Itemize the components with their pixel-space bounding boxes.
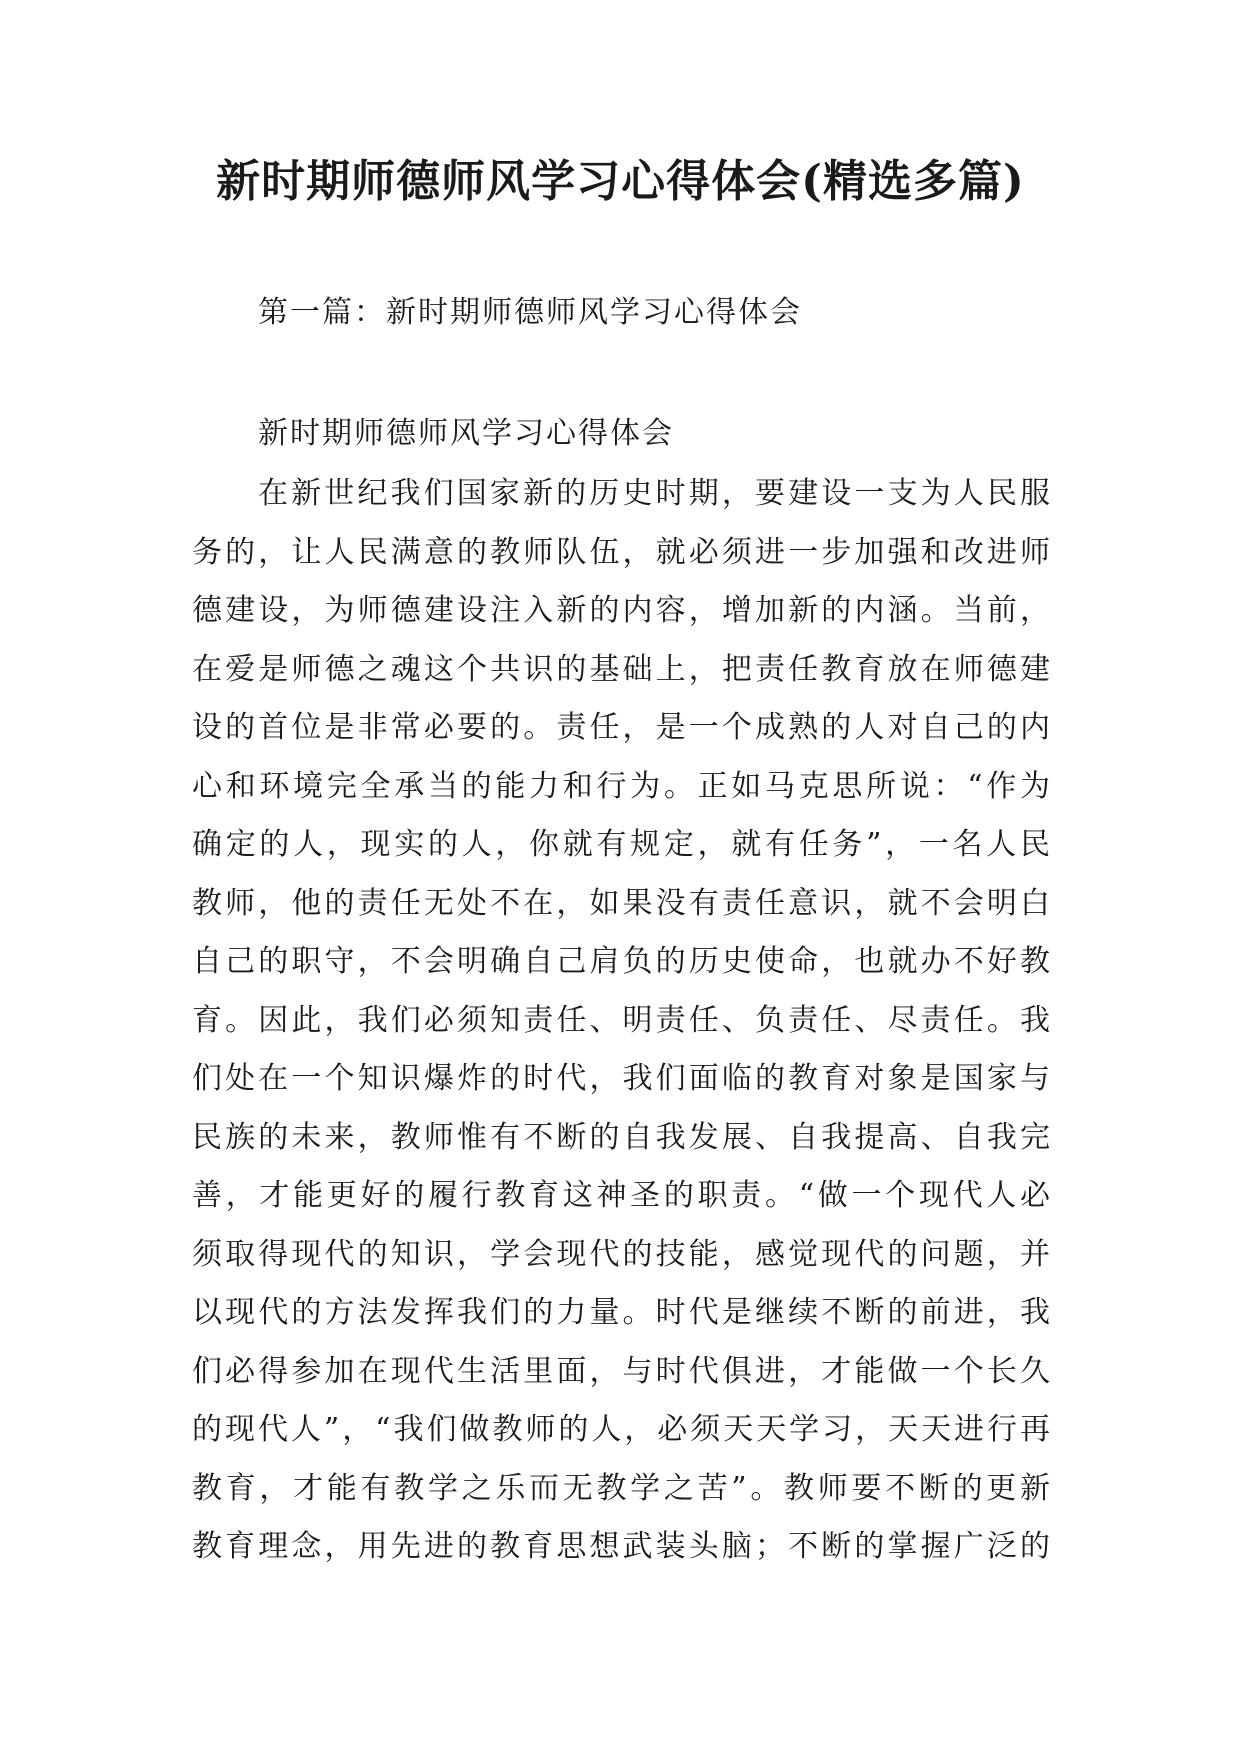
body-line xyxy=(0,1167,1241,1226)
body-line xyxy=(0,875,1241,934)
article-body xyxy=(0,465,1241,1577)
body-line-text: 须取得现代的知识，学会现代的技能，感觉现代的问题，并 xyxy=(192,1236,1052,1272)
body-line xyxy=(0,524,1241,583)
body-line-text: 在爱是师德之魂这个共识的基础上，把责任教育放在师德建 xyxy=(192,651,1052,687)
body-line-text: 教师，他的责任无处不在，如果没有责任意识，就不会明白 xyxy=(192,885,1052,921)
body-line-text: 教育理念，用先进的教育思想武装头脑；不断的掌握广泛的 xyxy=(192,1529,1052,1564)
article-title: 新时期师德师风学习心得体会 xyxy=(258,416,674,451)
body-line xyxy=(0,699,1241,758)
body-line-text: 德建设，为师德建设注入新的内容，增加新的内涵。当前， xyxy=(192,593,1052,628)
body-line-text: 心和环境完全承当的能力和行为。正如马克思所说：“作为 xyxy=(192,768,1052,804)
body-line xyxy=(0,465,1241,524)
body-line xyxy=(0,816,1241,875)
body-line xyxy=(0,933,1241,992)
body-line xyxy=(0,1109,1241,1168)
body-line-text: 以现代的方法发挥我们的力量。时代是继续不断的前进，我 xyxy=(192,1295,1052,1330)
body-line-text: 教育，才能有教学之乐而无教学之苦”。教师要不断的更新 xyxy=(192,1470,1052,1506)
body-line xyxy=(0,1226,1241,1285)
body-line-text: 务的，让人民满意的教师队伍，就必须进一步加强和改进师 xyxy=(192,534,1052,570)
body-line xyxy=(0,992,1241,1051)
body-line-text: 在新世纪我们国家新的历史时期，要建设一支为人民服 xyxy=(258,476,1052,511)
body-line-text: 善，才能更好的履行教育这神圣的职责。“做一个现代人必 xyxy=(192,1178,1052,1213)
document-title: 新时期师德师风学习心得体会(精选多篇) xyxy=(216,156,1025,207)
body-line xyxy=(0,1050,1241,1109)
section-heading: 第一篇：新时期师德师风学习心得体会 xyxy=(258,295,802,330)
body-line xyxy=(0,582,1241,641)
body-line-text: 们处在一个知识爆炸的时代，我们面临的教育对象是国家与 xyxy=(192,1061,1052,1096)
body-line-text: 自己的职守，不会明确自己肩负的历史使命，也就办不好教 xyxy=(192,944,1052,979)
body-line xyxy=(0,1518,1241,1577)
body-line-text: 设的首位是非常必要的。责任，是一个成熟的人对自己的内 xyxy=(192,710,1052,745)
body-line-text: 的现代人”，“我们做教师的人，必须天天学习，天天进行再 xyxy=(192,1412,1052,1447)
body-line xyxy=(0,1284,1241,1343)
body-line xyxy=(0,1343,1241,1402)
body-line-text: 育。因此，我们必须知责任、明责任、负责任、尽责任。我 xyxy=(192,1002,1052,1038)
body-line xyxy=(0,1401,1241,1460)
body-line xyxy=(0,758,1241,817)
body-line xyxy=(0,641,1241,700)
body-line-text: 民族的未来，教师惟有不断的自我发展、自我提高、自我完 xyxy=(192,1119,1052,1155)
body-line xyxy=(0,1460,1241,1519)
body-line-text: 确定的人，现实的人，你就有规定，就有任务”，一名人民 xyxy=(192,827,1052,862)
body-line-text: 们必得参加在现代生活里面，与时代俱进，才能做一个长久 xyxy=(192,1353,1052,1389)
